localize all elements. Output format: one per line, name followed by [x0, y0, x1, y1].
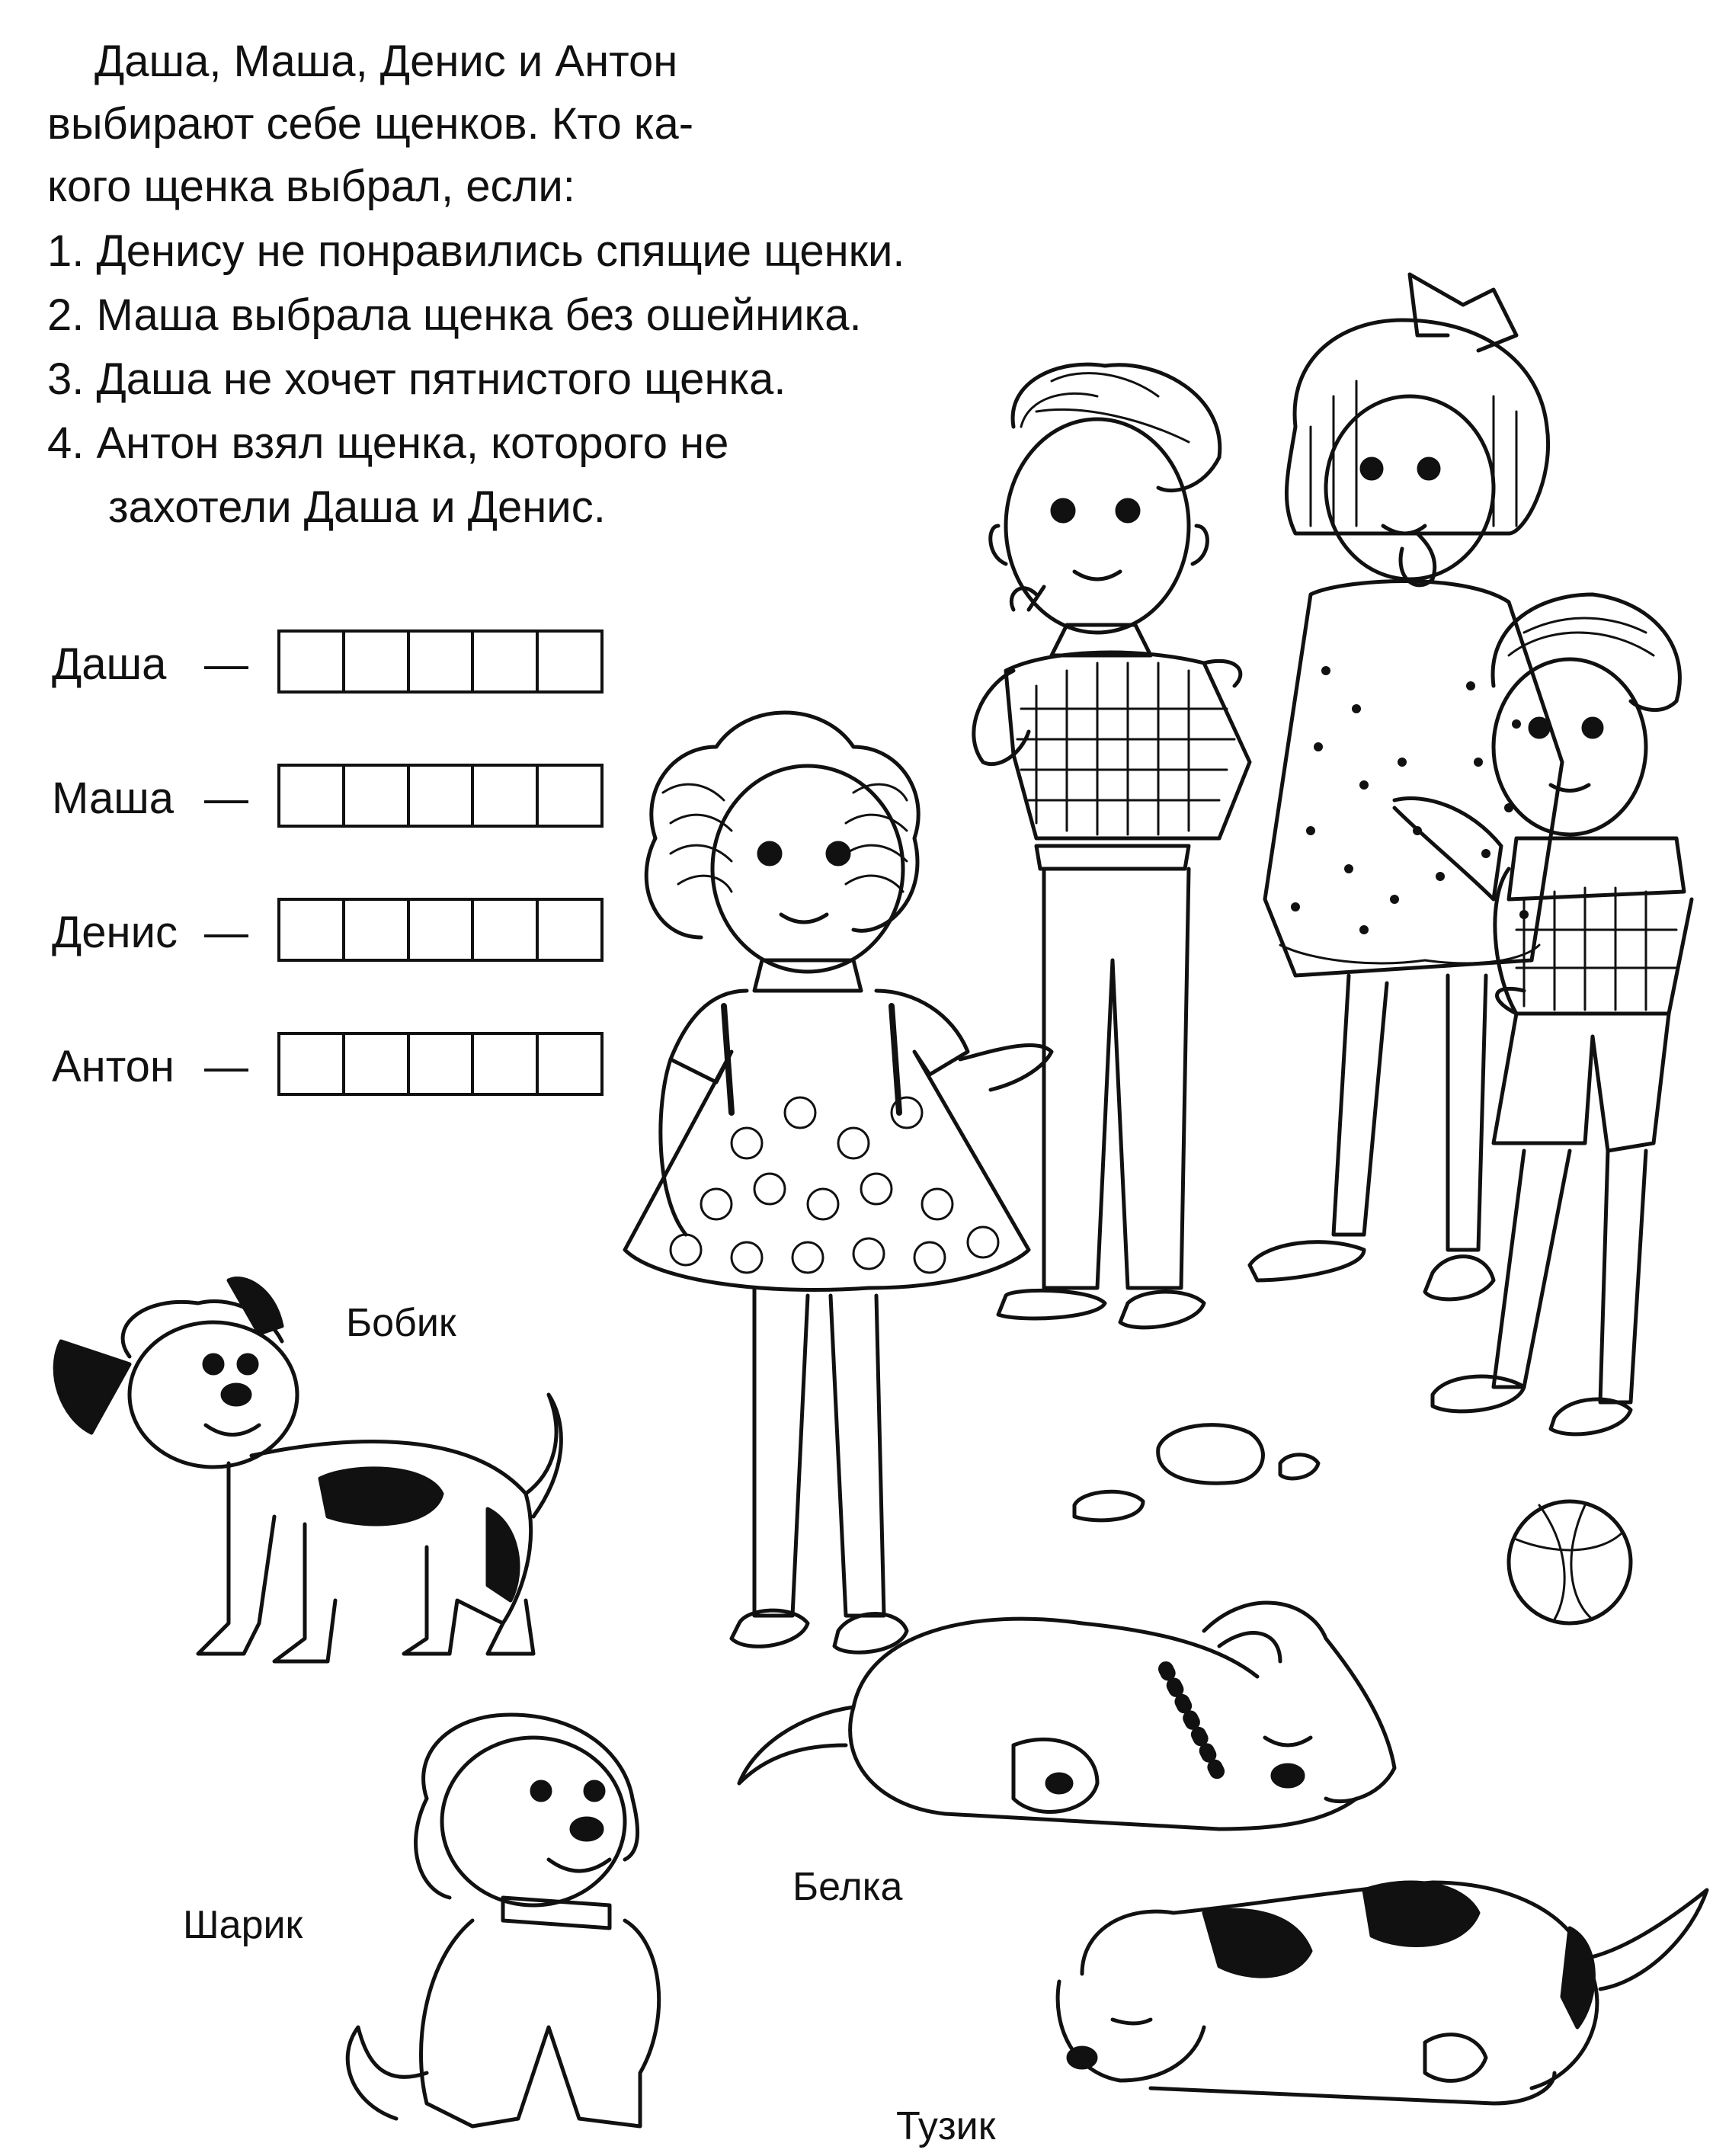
rule-4: 4. Антон взял щенка, которого не	[47, 418, 729, 468]
puppy-bobik-illustration	[55, 1279, 561, 1662]
answer-name: Даша	[52, 639, 167, 689]
puppy-tuzik-illustration	[1058, 1882, 1707, 2103]
boy-denis-illustration	[974, 364, 1250, 1328]
intro-line-2: выбирают себе щенков. Кто ка-	[47, 99, 694, 149]
girl-masha-illustration	[1250, 274, 1562, 1299]
stones-illustration	[1074, 1425, 1318, 1520]
answer-dash: —	[204, 774, 248, 823]
rule-1: 1. Денису не понравились спящие щенки.	[47, 226, 905, 276]
puppy-label-bobik: Бобик	[346, 1301, 456, 1345]
ball-icon	[1509, 1501, 1631, 1623]
answer-dash: —	[204, 908, 248, 957]
girl-dasha-illustration	[625, 713, 1052, 1652]
rule-3: 3. Даша не хочет пятнистого щенка.	[47, 354, 786, 404]
puppy-label-sharik: Шарик	[183, 1903, 303, 1947]
intro-line-1: Даша, Маша, Денис и Антон	[94, 37, 678, 86]
answer-name: Денис	[52, 908, 178, 957]
intro-line-3: кого щенка выбрал, если:	[47, 162, 575, 211]
answer-name: Маша	[52, 774, 175, 823]
answer-name: Антон	[52, 1042, 175, 1091]
rule-4-continued: захотели Даша и Денис.	[108, 482, 606, 532]
puppy-label-tuzik: Тузик	[896, 2104, 996, 2148]
rule-2: 2. Маша выбрала щенка без ошейника.	[47, 290, 862, 340]
answer-dash: —	[204, 639, 248, 689]
boy-anton-illustration	[1394, 594, 1692, 1434]
puppy-sharik-illustration	[347, 1715, 658, 2126]
puppy-label-belka: Белка	[792, 1865, 903, 1909]
answer-dash: —	[204, 1042, 248, 1091]
